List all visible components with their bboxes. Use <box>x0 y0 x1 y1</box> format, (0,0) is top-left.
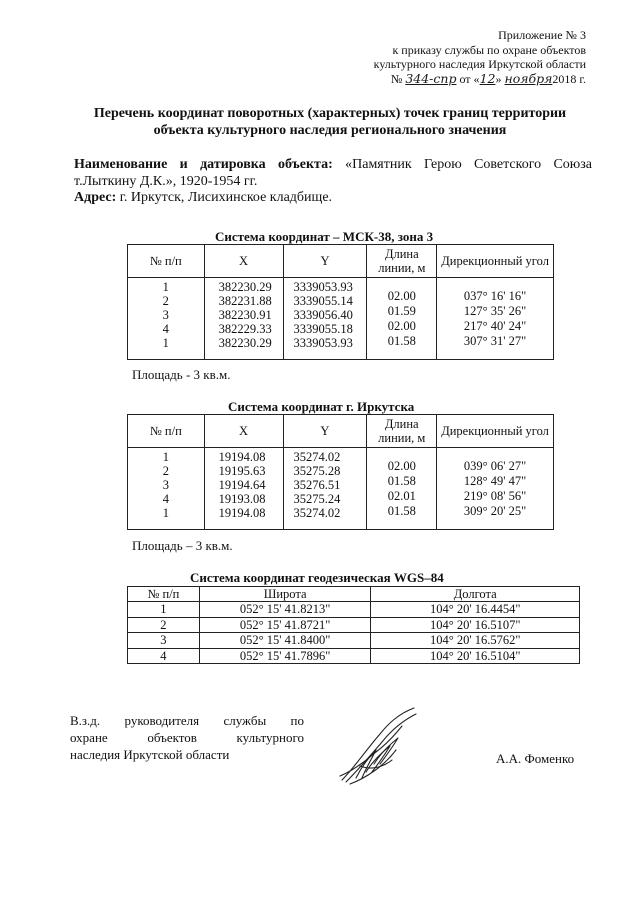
table3-num: 2 <box>128 617 200 633</box>
table1-y: 3339053.93 <box>293 280 353 294</box>
order-month-handwritten: ноября <box>504 70 553 86</box>
table1-num: 3 <box>162 308 169 322</box>
table2-header-x: X <box>204 415 283 448</box>
signatory-line-1: В.з.д. руководителя службы по <box>70 713 304 728</box>
table2-header-num: № п/п <box>128 415 205 448</box>
table2-num: 3 <box>162 478 169 492</box>
table2-title: Система координат г. Иркутска <box>228 399 415 414</box>
table2-y: 35275.28 <box>293 464 341 478</box>
table-row <box>128 602 580 618</box>
table2-x: 19194.08 <box>218 506 266 520</box>
table3-lon: 104° 20' 16.5104" <box>371 648 580 664</box>
table3-lon: 104° 20' 16.5762" <box>371 633 580 649</box>
table1-y: 3339053.93 <box>293 336 353 350</box>
table2-length: 02.00 <box>387 458 416 473</box>
appendix-number: Приложение № 3 <box>498 28 586 42</box>
table2-angle: 039° 06' 27" <box>463 458 527 473</box>
order-date-from: от « <box>459 71 480 86</box>
table-row <box>128 617 580 633</box>
table1-y: 3339055.18 <box>293 322 353 336</box>
table1-x: 382231.88 <box>218 294 272 308</box>
table2 <box>127 414 554 530</box>
table3-num: 4 <box>128 648 200 664</box>
order-day-handwritten: 12 <box>479 70 496 86</box>
table2-x: 19195.63 <box>218 464 266 478</box>
signatory-position <box>70 712 304 763</box>
table1-y-column <box>283 278 367 360</box>
table1-header-row <box>128 245 554 278</box>
appendix-authority-line: культурного наследия Иркутской области <box>373 57 586 71</box>
table2-y-column <box>283 448 367 530</box>
signatory-name: А.А. Фоменко <box>496 751 575 766</box>
table3 <box>127 586 580 664</box>
signatory-line-2: охране объектов культурного <box>70 730 304 745</box>
table1-length: 01.58 <box>387 333 416 348</box>
table1-num: 4 <box>162 322 169 336</box>
table3-lat: 052° 15' 41.8721" <box>199 617 371 633</box>
table1-length: 02.00 <box>387 288 416 303</box>
table-row <box>128 648 580 664</box>
table2-length-column <box>367 448 437 530</box>
table1-body-row <box>128 278 554 360</box>
table2-x: 19194.64 <box>218 478 266 492</box>
table3-title: Система координат геодезическая WGS–84 <box>190 570 444 585</box>
table1-length: 01.59 <box>387 303 416 318</box>
table1-x-column <box>204 278 283 360</box>
table1-num: 1 <box>162 280 169 294</box>
table3-num: 1 <box>128 602 200 618</box>
table2-x-column <box>204 448 283 530</box>
table3-lat: 052° 15' 41.7896" <box>199 648 371 664</box>
table1-header-x: X <box>204 245 283 278</box>
table2-header-length: Длина линии, м <box>367 415 437 448</box>
table1 <box>127 244 554 360</box>
object-value: «Памятник Герою Советского Союза т.Лыткину Д.К.», 1920-1954 гг. <box>74 157 592 189</box>
table1-num: 2 <box>162 294 169 308</box>
table1-area: Площадь - 3 кв.м. <box>132 367 231 382</box>
table2-angle: 219° 08' 56" <box>463 488 527 503</box>
table2-area: Площадь – 3 кв.м. <box>132 538 233 553</box>
table2-num: 2 <box>162 464 169 478</box>
table1-angle: 217° 40' 24" <box>463 318 527 333</box>
table1-angle: 037° 16' 16" <box>463 288 527 303</box>
table2-y: 35276.51 <box>293 478 341 492</box>
table2-angle: 128° 49' 47" <box>463 473 527 488</box>
table3-num: 3 <box>128 633 200 649</box>
table2-angle-column <box>437 448 554 530</box>
table3-header-lon: Долгота <box>371 587 580 602</box>
table3-lon: 104° 20' 16.5107" <box>371 617 580 633</box>
table3-header-lat: Широта <box>199 587 371 602</box>
object-label: Наименование и датировка объекта: <box>74 157 333 172</box>
table2-num: 1 <box>162 450 169 464</box>
address-label: Адрес: <box>74 190 117 205</box>
table2-angle: 309° 20' 25" <box>463 503 527 518</box>
table2-y: 35275.24 <box>293 492 341 506</box>
appendix-order-line: к приказу службы по охране объектов <box>392 42 586 57</box>
table2-x: 19194.08 <box>218 450 266 464</box>
table2-length: 02.01 <box>387 488 416 503</box>
order-date-quote: » <box>495 71 502 86</box>
table1-header-num: № п/п <box>128 245 205 278</box>
handwritten-signature <box>336 706 426 786</box>
table1-num: 1 <box>162 336 169 350</box>
table1-angle: 127° 35' 26" <box>463 303 527 318</box>
table2-header-row <box>128 415 554 448</box>
table1-num-column <box>128 278 205 360</box>
table2-y: 35274.02 <box>293 506 341 520</box>
table1-x: 382229.33 <box>218 322 272 336</box>
table1-title: Система координат – МСК-38, зона 3 <box>215 229 434 244</box>
table3-lon: 104° 20' 16.4454" <box>371 602 580 618</box>
table1-x: 382230.29 <box>218 280 272 294</box>
table3-header-num: № п/п <box>128 587 200 602</box>
table-row <box>128 633 580 649</box>
table1-y: 3339056.40 <box>293 308 353 322</box>
table3-lat: 052° 15' 41.8213" <box>199 602 371 618</box>
table2-length: 01.58 <box>387 503 416 518</box>
table1-y: 3339055.14 <box>293 294 353 308</box>
table2-y: 35274.02 <box>293 450 341 464</box>
table1-header-length: Длина линии, м <box>367 245 437 278</box>
object-address <box>74 190 332 206</box>
address-value: г. Иркутск, Лисихинское кладбище. <box>116 190 333 205</box>
order-number-prefix: № <box>390 71 403 86</box>
object-description <box>74 156 592 190</box>
table1-angle-column <box>437 278 554 360</box>
appendix-order-ref <box>330 72 586 87</box>
signatory-line-3: наследия Иркутской области <box>70 747 230 762</box>
table1-length-column <box>367 278 437 360</box>
table3-header-row <box>128 587 580 602</box>
table1-header-y: Y <box>283 245 367 278</box>
table2-num: 4 <box>162 492 169 506</box>
order-number-handwritten: 344-спр <box>405 70 457 86</box>
table1-angle: 307° 31' 27" <box>463 333 527 348</box>
table3-lat: 052° 15' 41.8400" <box>199 633 371 649</box>
table2-length: 01.58 <box>387 473 416 488</box>
table2-num-column <box>128 448 205 530</box>
document-title <box>60 105 600 139</box>
table1-x: 382230.29 <box>218 336 272 350</box>
title-line-1: Перечень координат поворотных (характерных) точек границ территории <box>93 106 567 121</box>
table2-body-row <box>128 448 554 530</box>
table1-length: 02.00 <box>387 318 416 333</box>
appendix-header <box>330 28 586 86</box>
table2-header-y: Y <box>283 415 367 448</box>
table1-header-angle: Дирекционный угол <box>437 245 554 278</box>
table2-num: 1 <box>162 506 169 520</box>
table2-header-angle: Дирекционный угол <box>437 415 554 448</box>
title-line-2: объекта культурного наследия регионального значения <box>153 123 507 138</box>
table2-x: 19193.08 <box>218 492 266 506</box>
order-year: 2018 г. <box>552 71 586 86</box>
table1-x: 382230.91 <box>218 308 272 322</box>
